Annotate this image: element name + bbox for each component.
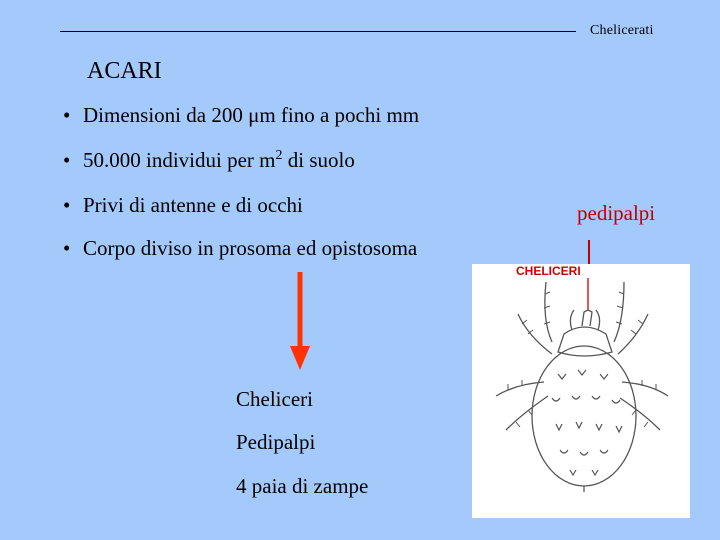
bullet-marker: • [63,236,71,260]
down-arrow-icon [288,272,312,372]
bullet-text: 50.000 individui per m [83,148,276,172]
bullet-item [63,193,303,218]
bullet-item [63,103,419,128]
bullet-marker: • [63,103,71,127]
bullet-text: di suolo [282,148,355,172]
bullet-text: Privi di antenne e di occhi [83,193,303,217]
bullet-marker: • [63,193,71,217]
header-label: Chelicerati [590,23,654,38]
sub-item-pedipalpi: Pedipalpi [236,430,316,454]
bullet-item [63,148,355,173]
mite-drawing-icon [472,264,690,518]
mite-figure [472,264,690,518]
sub-item-zampe: 4 paia di zampe [236,474,369,498]
bullet-superscript: 2 [275,148,283,163]
slide-title: ACARI [87,58,162,84]
figure-label: CHELICERI [516,264,581,278]
pedipalpi-callout: pedipalpi [577,201,656,225]
bullet-item [63,236,417,261]
sub-item-cheliceri: Cheliceri [236,387,313,411]
bullet-text: Corpo diviso in prosoma ed opistosoma [83,236,418,260]
bullet-marker: • [63,148,71,172]
bullet-text: Dimensioni da 200 μm fino a pochi mm [83,103,420,127]
header-rule [60,31,576,32]
